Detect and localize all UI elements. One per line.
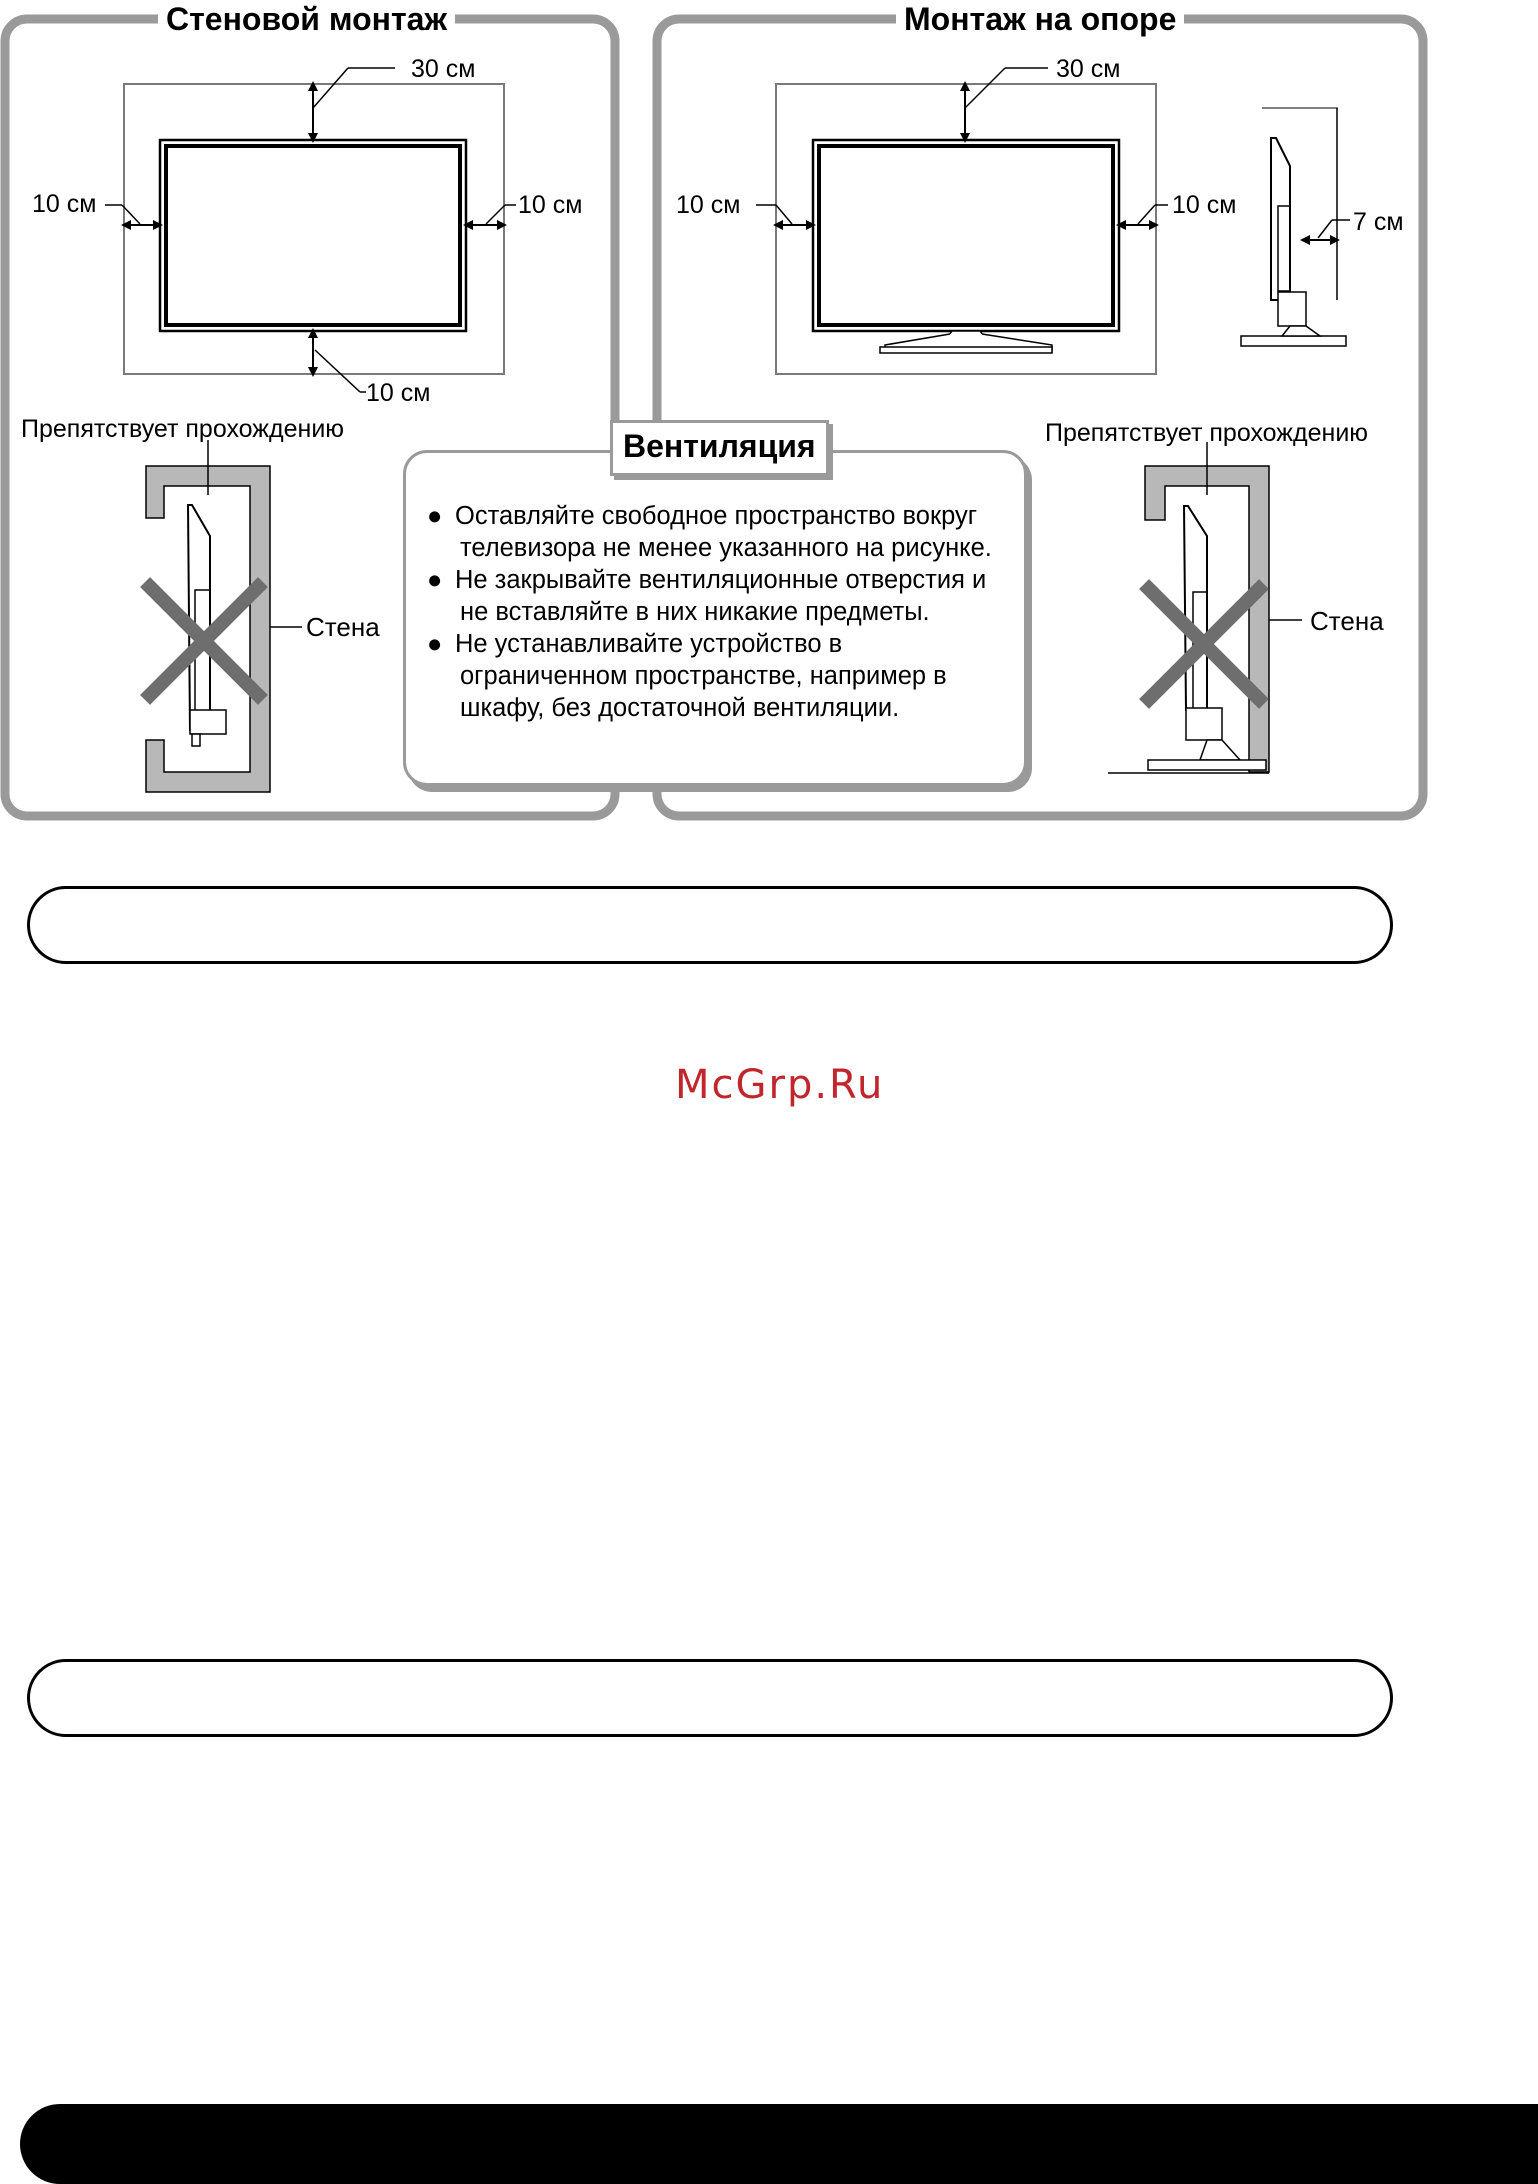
ventilation-item (425, 500, 1025, 564)
wall-left-clearance: 10 см (32, 190, 97, 218)
ventilation-item-line: ограниченном пространстве, например в (460, 662, 947, 690)
watermark: McGrp.Ru (675, 1062, 885, 1108)
wall-obstruction-label: Препятствует прохождению (21, 415, 345, 443)
stand-top-clearance: 30 см (1056, 55, 1121, 83)
bullet-icon: ● (427, 502, 443, 530)
ventilation-item (425, 564, 1025, 628)
stand-obstruction-label: Препятствует прохождению (1045, 419, 1369, 447)
ventilation-list (425, 500, 1025, 724)
stand-mount-title: Монтаж на опоре (896, 0, 1184, 38)
stand-mount-front-view (756, 68, 1168, 374)
wall-wall-label: Стена (306, 612, 380, 642)
ventilation-item-line: Не устанавливайте устройство в (455, 630, 843, 658)
ventilation-item-line: шкафу, без достаточной вентиляции. (460, 694, 900, 722)
stand-mount-cabinet-side-view (1108, 442, 1302, 773)
stand-rear-clearance: 7 см (1353, 208, 1404, 236)
ventilation-title: Вентиляция (610, 420, 829, 476)
bullet-icon: ● (427, 566, 443, 594)
stand-mount-side-view (1241, 108, 1350, 346)
ventilation-item-line: Оставляйте свободное пространство вокруг (455, 502, 978, 530)
wall-mount-front-view (105, 68, 516, 392)
footer-band (20, 2104, 1538, 2184)
stand-right-clearance: 10 см (1172, 191, 1237, 219)
stand-wall-label: Стена (1310, 606, 1384, 636)
section-header-box-1 (27, 886, 1393, 964)
ventilation-item-line: Не закрывайте вентиляционные отверстия и (455, 566, 987, 594)
ventilation-item-line: не вставляйте в них никакие предметы. (460, 598, 930, 626)
wall-mount-title: Стеновой монтаж (158, 0, 455, 38)
stand-left-clearance: 10 см (676, 191, 741, 219)
section-header-box-2 (27, 1659, 1393, 1737)
wall-right-clearance: 10 см (518, 191, 583, 219)
wall-top-clearance: 30 см (411, 55, 476, 83)
ventilation-item-line: телевизора не менее указанного на рисунке. (460, 534, 992, 562)
wall-bottom-clearance: 10 см (366, 379, 431, 407)
ventilation-item (425, 628, 1025, 724)
bullet-icon: ● (427, 630, 443, 658)
